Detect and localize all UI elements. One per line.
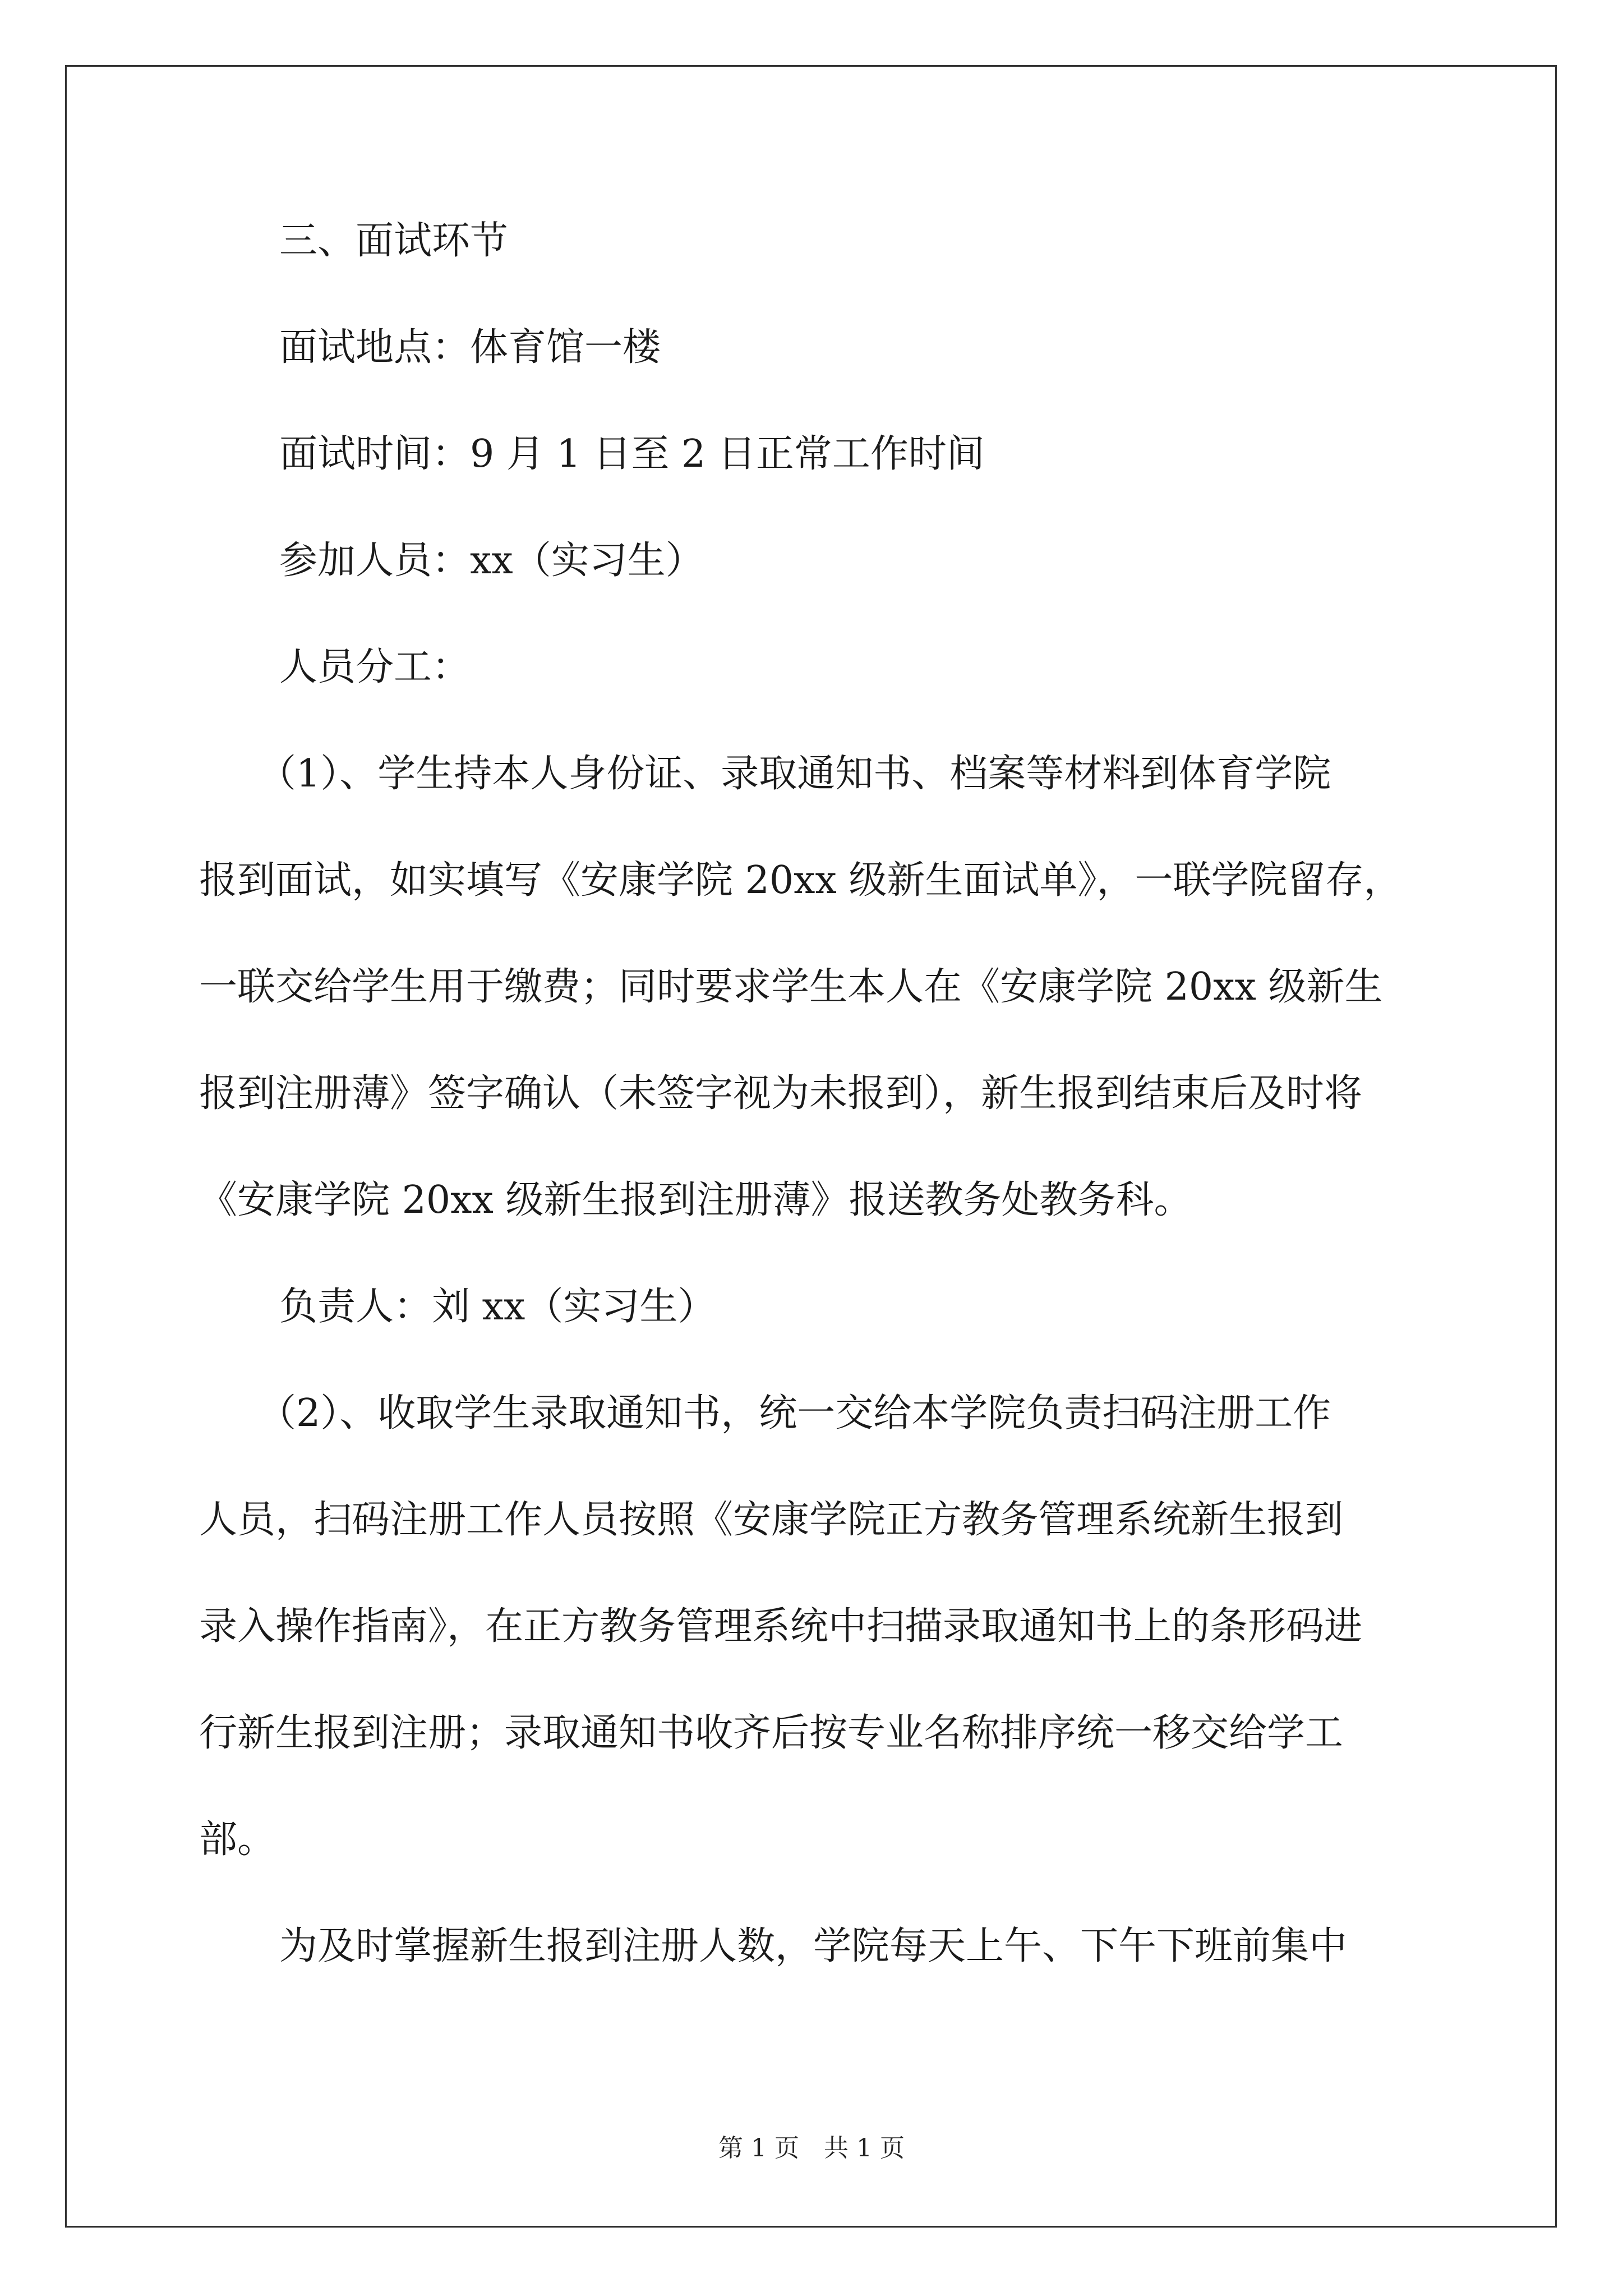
interview-time: 面试时间：9 月 1 日至 2 日正常工作时间	[279, 432, 985, 476]
participants: 参加人员：xx（实习生）	[279, 539, 704, 583]
paragraph-line: 为及时掌握新生报到注册人数，学院每天上午、下午下班前集中	[279, 1924, 1348, 1968]
section-heading: 三、面试环节	[279, 219, 509, 263]
paragraph-line: 一联交给学生用于缴费；同时要求学生本人在《安康学院 20xx 级新生	[199, 965, 1383, 1009]
paragraph-line: 录入操作指南》，在正方教务管理系统中扫描录取通知书上的条形码进	[199, 1604, 1363, 1649]
staff-division-heading: 人员分工：	[279, 645, 471, 689]
paragraph-line: 人员，扫码注册工作人员按照《安康学院正方教务管理系统新生报到	[199, 1498, 1344, 1542]
paragraph-line: 报到面试，如实填写《安康学院 20xx 级新生面试单》，一联学院留存，	[199, 858, 1402, 903]
paragraph-line: 行新生报到注册；录取通知书收齐后按专业名称排序统一移交给学工	[199, 1711, 1344, 1755]
paragraph-line: （1）、学生持本人身份证、录取通知书、档案等材料到体育学院	[258, 752, 1331, 796]
interview-location: 面试地点：体育馆一楼	[279, 325, 661, 370]
paragraph-line: （2）、收取学生录取通知书，统一交给本学院负责扫码注册工作	[258, 1391, 1331, 1435]
paragraph-line: 报到注册薄》签字确认（未签字视为未报到），新生报到结束后及时将	[199, 1071, 1363, 1116]
person-in-charge: 负责人：刘 xx（实习生）	[279, 1285, 716, 1329]
page-footer: 第 1 页 共 1 页	[718, 2134, 905, 2162]
page-border	[65, 65, 1557, 2228]
paragraph-line: 《安康学院 20xx 级新生报到注册薄》报送教务处教务科。	[199, 1178, 1192, 1222]
paragraph-line: 部。	[199, 1818, 276, 1862]
